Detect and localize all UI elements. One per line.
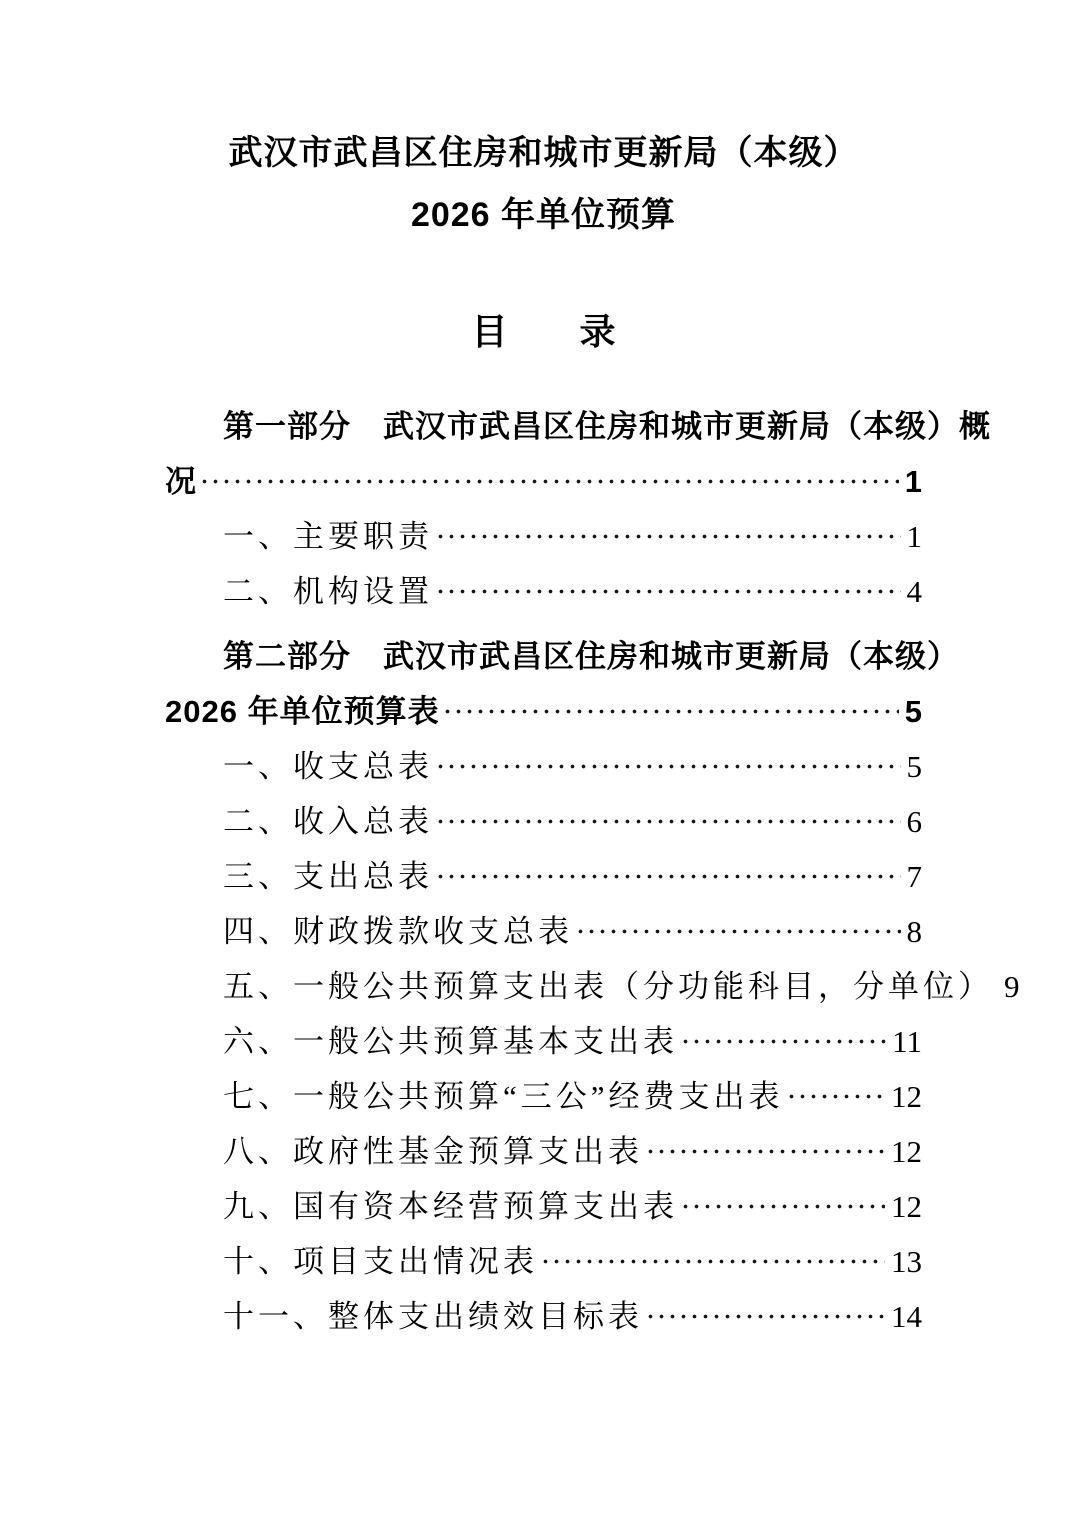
page-number: 7: [906, 859, 922, 894]
page-number: 14: [891, 1299, 922, 1334]
toc-entry-text: 第二部分 武汉市武昌区住房和城市更新局（本级）: [223, 639, 959, 674]
toc-item-revenue-expenditure-summary: [165, 746, 922, 787]
page-number: 12: [891, 1134, 922, 1169]
page-number: 12: [891, 1079, 922, 1114]
dot-leader: [648, 1149, 885, 1154]
dot-leader: [445, 709, 899, 714]
dot-leader: [683, 1039, 886, 1044]
document-title-line2: 2026 年单位预算: [410, 196, 677, 234]
toc-entry-text: 十一、整体支出绩效目标表: [223, 1299, 643, 1334]
dot-leader: [789, 1094, 885, 1099]
toc-item-government-fund-budget-expenditure: [165, 1131, 922, 1172]
dot-leader: [438, 534, 901, 539]
page-number: 13: [891, 1244, 922, 1279]
toc-entry-text: 第一部分 武汉市武昌区住房和城市更新局（本级）概: [223, 409, 991, 444]
toc-entry-text: 九、国有资本经营预算支出表: [223, 1189, 678, 1224]
dot-leader: [543, 1259, 885, 1264]
page-number: 11: [892, 1024, 922, 1059]
toc-entry-text: 五、一般公共预算支出表（分功能科目，分单位）: [223, 969, 993, 1004]
toc-item-revenue-summary: [165, 801, 922, 842]
toc-entry-text: 2026 年单位预算表: [165, 694, 440, 729]
toc-entry-text: 一、主要职责: [223, 519, 433, 554]
toc-part2-heading-line2: [165, 691, 922, 732]
toc-list: [165, 406, 1020, 1337]
document-title-line1: 武汉市武昌区住房和城市更新局（本级）: [228, 134, 859, 172]
toc-entry-text: 七、一般公共预算“三公”经费支出表: [223, 1079, 784, 1114]
toc-entry-text: 六、一般公共预算基本支出表: [223, 1024, 678, 1059]
toc-item-project-expenditure: [165, 1241, 922, 1282]
toc-item-organization-setup: [165, 571, 922, 612]
page-number: 1: [904, 464, 922, 499]
toc-entry-text: 二、收入总表: [223, 804, 433, 839]
toc-item-three-public-funds-expenditure: [165, 1076, 922, 1117]
toc-item-general-public-budget-basic-expenditure: [165, 1021, 922, 1062]
dot-leader: [648, 1314, 885, 1319]
toc-entry-text: 四、财政拨款收支总表: [223, 914, 573, 949]
dot-leader: [683, 1204, 885, 1209]
page-number: 4: [906, 574, 922, 609]
dot-leader: [578, 929, 901, 934]
toc-item-general-public-budget-expenditure: [165, 966, 1020, 1007]
toc-item-overall-performance-targets: [165, 1296, 922, 1337]
toc-part1-heading-line2: [165, 461, 922, 502]
dot-leader: [202, 479, 899, 484]
dot-leader: [438, 589, 901, 594]
page-number: 6: [906, 804, 922, 839]
toc-item-state-capital-operation-budget-expenditure: [165, 1186, 922, 1227]
page-number: 12: [891, 1189, 922, 1224]
toc-part2-heading-line1: [165, 636, 959, 677]
dot-leader: [438, 819, 901, 824]
toc-entry-text: 三、支出总表: [223, 859, 433, 894]
page-number: 5: [904, 694, 922, 729]
toc-item-main-responsibilities: [165, 516, 922, 557]
page-number: 1: [906, 519, 922, 554]
toc-heading: 目 录: [471, 311, 616, 352]
toc-entry-text: 八、政府性基金预算支出表: [223, 1134, 643, 1169]
toc-item-expenditure-summary: [165, 856, 922, 897]
toc-entry-text: 二、机构设置: [223, 574, 433, 609]
page-number: 9: [1004, 969, 1020, 1004]
toc-entry-text: 一、收支总表: [223, 749, 433, 784]
dot-leader: [438, 764, 901, 769]
toc-part1-heading-line1: [165, 406, 991, 447]
toc-entry-text: 十、项目支出情况表: [223, 1244, 538, 1279]
toc-item-fiscal-appropriation-summary: [165, 911, 922, 952]
dot-leader: [438, 874, 901, 879]
toc-entry-text: 况: [165, 464, 197, 499]
page-number: 5: [906, 749, 922, 784]
page-number: 8: [906, 914, 922, 949]
